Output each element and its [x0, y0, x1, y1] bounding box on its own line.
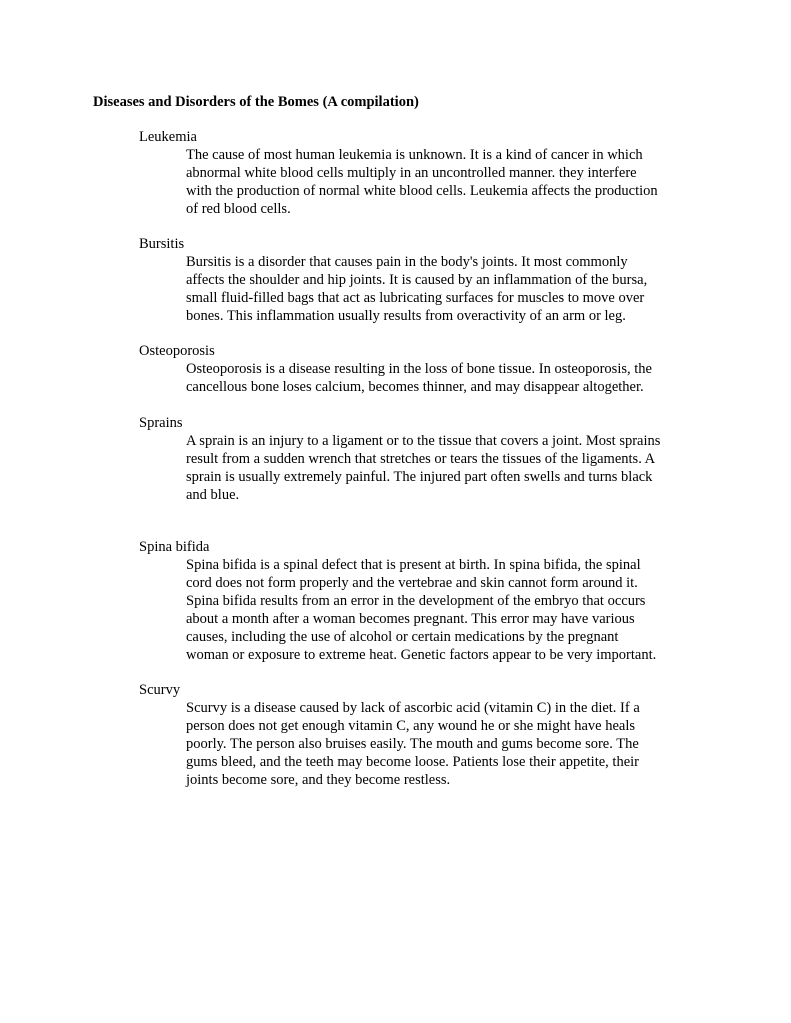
entry-scurvy — [139, 681, 709, 789]
definition-line: cancellous bone loses calcium, becomes thinner, and may disappear altogether. — [186, 379, 644, 395]
definition-line: woman or exposure to extreme heat. Genetic factors appear to be very important. — [186, 647, 657, 663]
definition-line: result from a sudden wrench that stretches or tears the tissues of the ligaments. A — [186, 451, 656, 467]
definition-line: Spina bifida results from an error in the development of the embryo that occurs — [186, 593, 646, 609]
definition-line: The cause of most human leukemia is unknown. It is a kind of cancer in which — [186, 147, 643, 163]
definition-line: Bursitis is a disorder that causes pain in the body's joints. It most commonly — [186, 254, 628, 270]
definition-line: about a month after a woman becomes pregnant. This error may have various — [186, 611, 635, 627]
entry-definition — [186, 253, 696, 325]
entry-sprains — [139, 414, 709, 504]
entry-spina-bifida — [139, 538, 709, 664]
entry-term: Bursitis — [139, 236, 185, 252]
definition-line: person does not get enough vitamin C, any wound he or she might have heals — [186, 718, 636, 734]
definition-line: cord does not form properly and the vertebrae and skin cannot form around it. — [186, 575, 638, 591]
entry-term: Scurvy — [139, 682, 181, 698]
entry-osteoporosis — [139, 342, 709, 396]
definition-line: bones. This inflammation usually results from overactivity of an arm or leg. — [186, 308, 626, 324]
definition-line: Scurvy is a disease caused by lack of ascorbic acid (vitamin C) in the diet. If a — [186, 700, 640, 716]
entry-definition — [186, 432, 696, 504]
definition-line: with the production of normal white blood cells. Leukemia affects the production — [186, 183, 658, 199]
definition-line: small fluid-filled bags that act as lubricating surfaces for muscles to move over — [186, 290, 645, 306]
definition-line: sprain is usually extremely painful. The injured part often swells and turns black — [186, 469, 653, 485]
definition-line: joints become sore, and they become restless. — [186, 772, 451, 788]
definition-line: poorly. The person also bruises easily. The mouth and gums become sore. The — [186, 736, 639, 752]
definition-line: abnormal white blood cells multiply in an uncontrolled manner. they interfere — [186, 165, 637, 181]
definition-line: of red blood cells. — [186, 201, 291, 217]
entry-leukemia — [139, 128, 709, 218]
entry-definition — [186, 146, 696, 218]
entry-term: Osteoporosis — [139, 343, 215, 359]
definition-line: Spina bifida is a spinal defect that is present at birth. In spina bifida, the spinal — [186, 557, 641, 573]
entry-term: Spina bifida — [139, 539, 210, 555]
entry-definition — [186, 699, 696, 789]
entry-definition — [186, 556, 696, 664]
document-title: Diseases and Disorders of the Bomes (A compilation) — [93, 94, 419, 110]
definition-line: and blue. — [186, 487, 240, 503]
entry-term: Sprains — [139, 415, 183, 431]
definition-line: Osteoporosis is a disease resulting in the loss of bone tissue. In osteoporosis, the — [186, 361, 652, 377]
definition-line: affects the shoulder and hip joints. It is caused by an inflammation of the bursa, — [186, 272, 648, 288]
definition-line: gums bleed, and the teeth may become loose. Patients lose their appetite, their — [186, 754, 639, 770]
entry-bursitis — [139, 235, 709, 325]
entry-term: Leukemia — [139, 129, 197, 145]
entry-definition — [186, 360, 696, 396]
definition-line: causes, including the use of alcohol or certain medications by the pregnant — [186, 629, 619, 645]
definition-line: A sprain is an injury to a ligament or to the tissue that covers a joint. Most sprains — [186, 433, 661, 449]
